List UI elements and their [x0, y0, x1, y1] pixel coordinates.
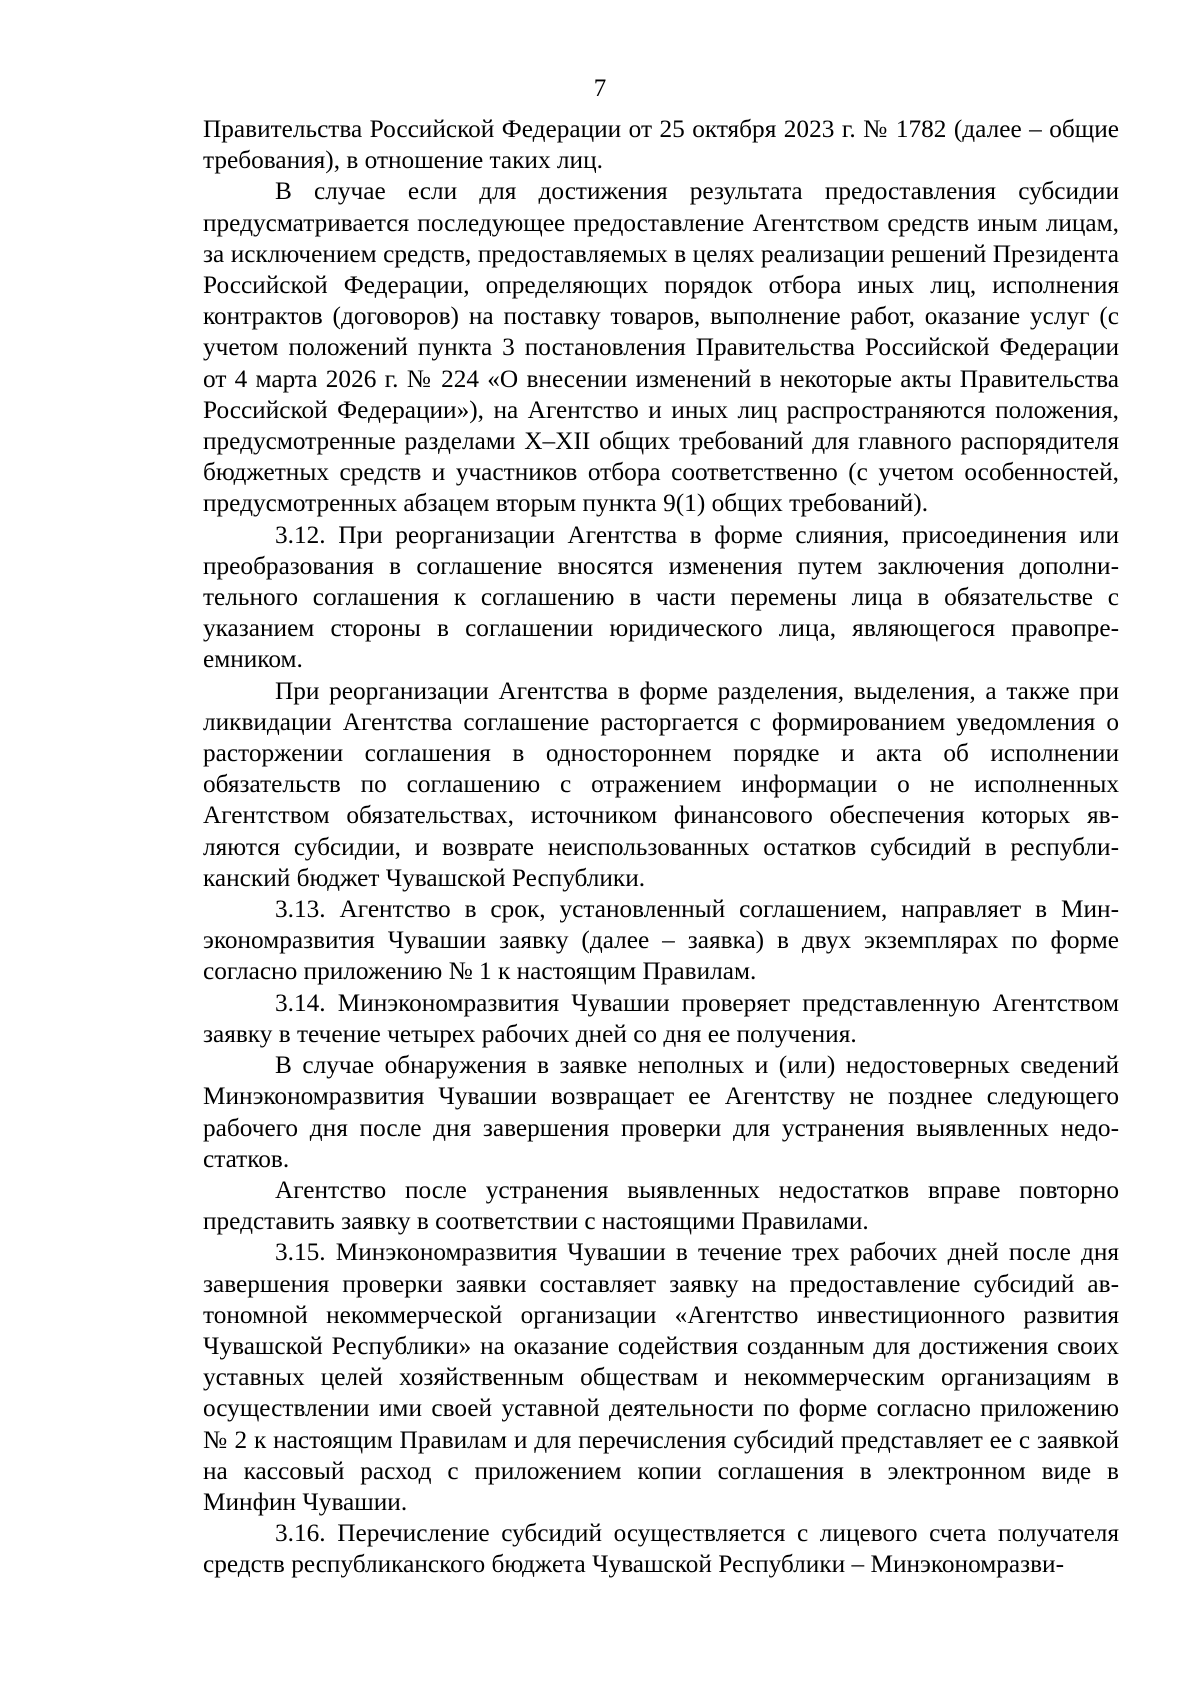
- paragraph-3-16: 3.16. Перечисление субсидий осуществляется с лицевого счета получателя средств республиканского бюджета Чувашской Республики – Минэкономразви-: [203, 1519, 1119, 1579]
- paragraph-3-12: 3.12. При реорганизации Агентства в форме слияния, присоединения или преобразования в соглашение вносятся изменения путем заключения дополнительного соглашения к соглашению в части перемены лица в обязательстве с указанием стороны в соглашении юридического лица, являющегося правопреемником.: [203, 520, 1119, 674]
- body-text: [203, 114, 1119, 1581]
- paragraph-other-persons: В случае если для достижения результата предоставления субсидии предусматривается последующее предоставление Агентством средств иным лицам, за исключением средств, предоставляемых в целях реализации решений Президента Российской Федерации, определяющих порядок отбора иных лиц, исполнения контрактов (договоров) на поставку товаров, выполнение работ, оказание услуг (с учетом положений пункта 3 постановления Правительства Российской Федерации от 4 марта 2026 г. № 224 «О внесении изменений в некоторые акты Правительства Российской Федерации»), на Агентство и иных лиц распространяются положения, предусмотренные разделами X–XII общих требований для главного распорядителя бюджетных средств и участников отбора соответственно (с учетом особенностей, предусмотренных абзацем вторым пункта 9(1) общих требований).: [203, 177, 1119, 518]
- paragraph-3-14-resubmit: Агентство после устранения выявленных недостатков вправе повторно представить заявку в соответствии с настоящими Правилами.: [203, 1175, 1119, 1236]
- paragraph-continuation: Правительства Российской Федерации от 25 октября 2023 г. № 1782 (далее – общие требования), в отношение таких лиц.: [203, 115, 1119, 175]
- paragraph-3-14-return: В случае обнаружения в заявке неполных и (или) недостоверных сведений Минэкономразвития Чувашии возвращает ее Агентству не позднее следующего рабочего дня после дня завершения проверки для устранения выявленных недостатков.: [203, 1051, 1119, 1173]
- paragraph-3-14: 3.14. Минэкономразвития Чувашии проверяет представленную Агентством заявку в течение четырех рабочих дней со дня ее получения.: [203, 988, 1119, 1048]
- paragraph-3-15: 3.15. Минэкономразвития Чувашии в течение трех рабочих дней после дня завершения проверки заявки составляет заявку на предоставление субсидий автономной некоммерческой организации «Агентство инвестиционного развития Чувашской Республики» на оказание содействия созданным для достижения своих уставных целей хозяйственным обществам и некоммерческим организациям в осуществлении ими своей уставной деятельности по форме согласно приложению № 2 к настоящим Правилам и для перечисления субсидий представляет ее с заявкой на кассовый расход с приложением копии соглашения в электронном виде в Минфин Чувашии.: [203, 1238, 1119, 1516]
- page-number: 7: [593, 75, 607, 102]
- paragraph-3-12-liquidation: При реорганизации Агентства в форме разделения, выделения, а также при ликвидации Агентства соглашение расторгается с формированием уведомления о расторжении соглашения в одностороннем порядке и акта об исполнении обязательств по соглашению с отражением информации о не исполненных Агентством обязательствах, источником финансового обеспечения которых являются субсидии, и возврате неиспользованных остатков субсидий в республиканский бюджет Чувашской Республики.: [203, 676, 1119, 892]
- paragraph-3-13: 3.13. Агентство в срок, установленный соглашением, направляет в Минэкономразвития Чувашии заявку (далее – заявка) в двух экземплярах по форме согласно приложению № 1 к настоящим Правилам.: [203, 895, 1119, 986]
